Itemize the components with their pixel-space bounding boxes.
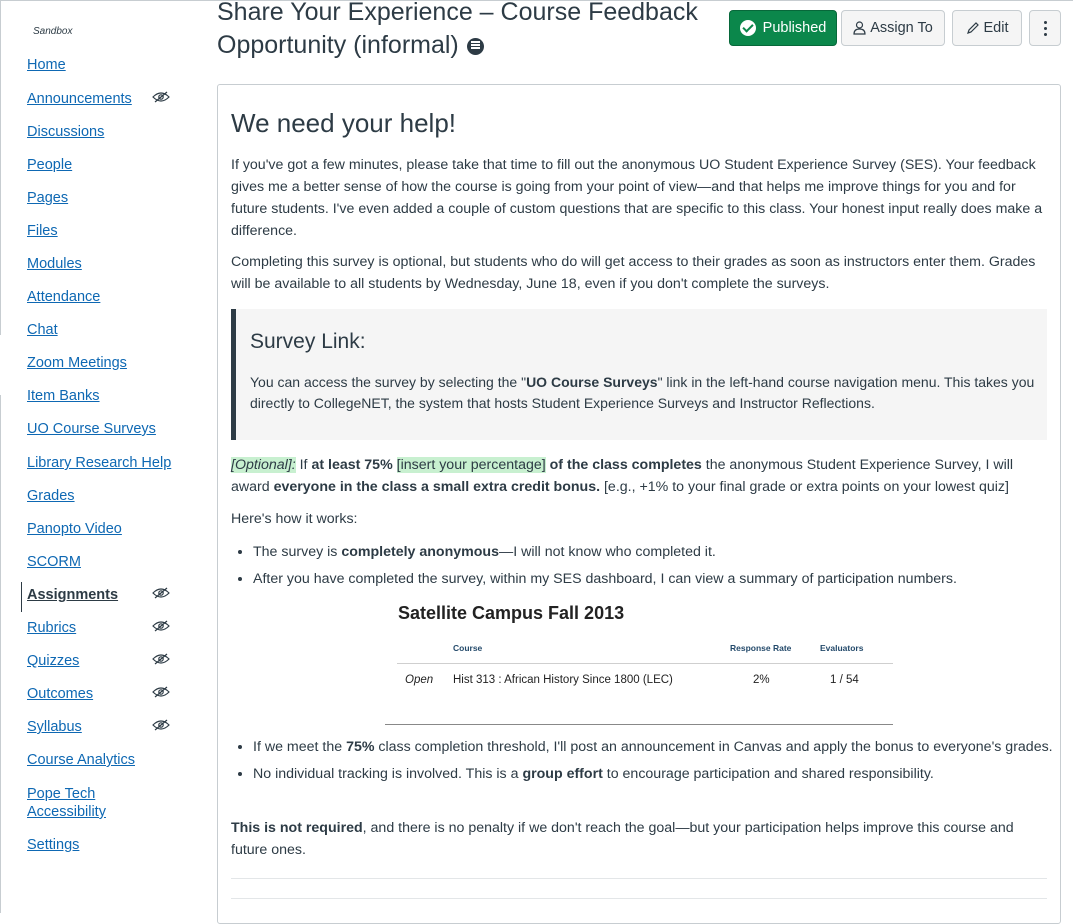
sidebar-item-attendance[interactable]: Attendance xyxy=(27,289,101,305)
published-label: Published xyxy=(762,20,827,36)
callout-text: You can access the survey by selecting the "UO Course Surveys" link in the left-hand course navigation menu. This takes you directly to CollegeNET, the system that hosts Student Experience Surveys and Instructor Reflections. xyxy=(250,374,1035,411)
page-title-text: Share Your Experience – Course Feedback Opportunity (informal) xyxy=(217,0,698,59)
check-circle-icon xyxy=(740,20,756,36)
sidebar-item-panopto-video[interactable]: Panopto Video xyxy=(27,521,122,537)
intro-paragraph: If you've got a few minutes, please take that time to fill out the anonymous UO Student Experience Survey (SES). Your feedback gives me a better sense of how the course is going from your point of view—and that helps me improve things for you and for future students. I've even added a couple of custom questions that are specific to this class. Your honest input really does make a difference. xyxy=(231,157,1043,239)
eye-slash-icon xyxy=(152,719,170,731)
eye-slash-icon xyxy=(152,686,170,698)
edit-button[interactable] xyxy=(952,10,1022,46)
list-item: • After you have completed the survey, within my SES dashboard, I can view a summary of participation numbers. xyxy=(253,568,1053,590)
sidebar-item-outcomes[interactable]: Outcomes xyxy=(27,686,94,702)
sidebar-item-chat[interactable]: Chat xyxy=(27,322,58,338)
immersive-reader-icon[interactable] xyxy=(467,38,484,55)
table-cell-rate: 2% xyxy=(753,674,770,686)
user-icon xyxy=(853,21,866,35)
sidebar-item-syllabus[interactable]: Syllabus xyxy=(27,719,82,735)
table-cell-course: Hist 313 : African History Since 1800 (LEC) xyxy=(453,674,673,686)
eye-slash-icon xyxy=(152,653,170,665)
sidebar-item-settings[interactable]: Settings xyxy=(27,837,80,853)
sidebar-item-library-research-help[interactable]: Library Research Help xyxy=(27,455,172,471)
pencil-icon xyxy=(966,21,980,35)
sidebar-item-uo-course-surveys[interactable]: UO Course Surveys xyxy=(27,421,156,437)
eye-slash-icon xyxy=(152,620,170,632)
table-title: Satellite Campus Fall 2013 xyxy=(398,603,625,623)
sidebar-item-assignments[interactable]: Assignments xyxy=(27,587,119,603)
sidebar-item-files[interactable]: Files xyxy=(27,223,58,239)
active-indicator xyxy=(21,582,22,612)
table-header-response-rate: Response Rate xyxy=(730,643,792,653)
table-header-course: Course xyxy=(453,643,483,653)
table-cell-status: Open xyxy=(405,674,434,686)
course-nav-sidebar xyxy=(0,0,200,913)
sidebar-item-item-banks[interactable]: Item Banks xyxy=(27,388,100,404)
sidebar-item-zoom-meetings[interactable]: Zoom Meetings xyxy=(27,355,127,371)
divider xyxy=(231,898,1047,899)
closing-paragraph: This is not required, and there is no penalty if we don't reach the goal—but your participation helps improve this course and future ones. xyxy=(231,820,1014,858)
content-heading: We need your help! xyxy=(231,108,456,138)
sidebar-item-rubrics[interactable]: Rubrics xyxy=(27,620,77,636)
kebab-icon[interactable] xyxy=(1029,10,1061,46)
assign-to-label: Assign To xyxy=(870,20,933,36)
sidebar-item-people[interactable]: People xyxy=(27,157,73,173)
extra-credit-paragraph: [Optional]: If at least 75% [insert your percentage] of the class completes the anonymous Student Experience Survey, I will award everyone in the class a small extra credit bonus. [e.g., +1% to your final grade or extra points on your lowest quiz] xyxy=(231,457,1014,495)
sidebar-item-scorm[interactable]: SCORM xyxy=(27,554,81,570)
threshold-list xyxy=(231,736,1053,790)
table-header-evaluators: Evaluators xyxy=(820,643,864,653)
list-item: • No individual tracking is involved. This is a group effort to encourage participation and shared responsibility. xyxy=(253,763,1053,785)
eye-slash-icon xyxy=(152,587,170,599)
table-cell-evaluators: 1 / 54 xyxy=(830,674,859,686)
assign-to-button[interactable] xyxy=(841,10,945,46)
optional-tag: [Optional]: xyxy=(231,457,296,473)
eye-slash-icon xyxy=(152,91,170,103)
optional-paragraph: Completing this survey is optional, but students who do will get access to their grades as soon as instructors enter them. Grades will be available to all students by Wednesday, June 18, even if you don't complete the surveys. xyxy=(231,254,1036,292)
sidebar-item-home[interactable]: Home xyxy=(27,57,66,73)
page-title xyxy=(217,0,717,62)
list-item: • The survey is completely anonymous—I will not know who completed it. xyxy=(253,541,1053,563)
sidebar-item-announcements[interactable]: Announcements xyxy=(27,91,132,107)
sidebar-item-quizzes[interactable]: Quizzes xyxy=(27,653,80,669)
list-item: • If we meet the 75% class completion threshold, I'll post an announcement in Canvas and apply the bonus to everyone's grades. xyxy=(253,736,1053,758)
published-button[interactable] xyxy=(729,10,837,46)
sidebar-item-discussions[interactable]: Discussions xyxy=(27,124,105,140)
callout-title: Survey Link: xyxy=(250,330,366,353)
sidebar-item-pope-tech-accessibility[interactable]: Pope Tech Accessibility xyxy=(27,786,106,820)
sidebar-item-pages[interactable]: Pages xyxy=(27,190,69,206)
how-it-works-label: Here's how it works: xyxy=(231,511,358,527)
sidebar-item-modules[interactable]: Modules xyxy=(27,256,82,272)
table-divider xyxy=(397,663,893,664)
participation-table-image xyxy=(385,600,893,725)
divider xyxy=(231,878,1047,879)
how-it-works-list xyxy=(231,541,1053,595)
sidebar-item-course-analytics[interactable]: Course Analytics xyxy=(27,752,135,768)
insert-percentage-tag: [insert your percentage] xyxy=(396,457,546,473)
edit-label: Edit xyxy=(983,20,1009,36)
course-context-label: Sandbox xyxy=(33,26,73,37)
sidebar-item-grades[interactable]: Grades xyxy=(27,488,75,504)
